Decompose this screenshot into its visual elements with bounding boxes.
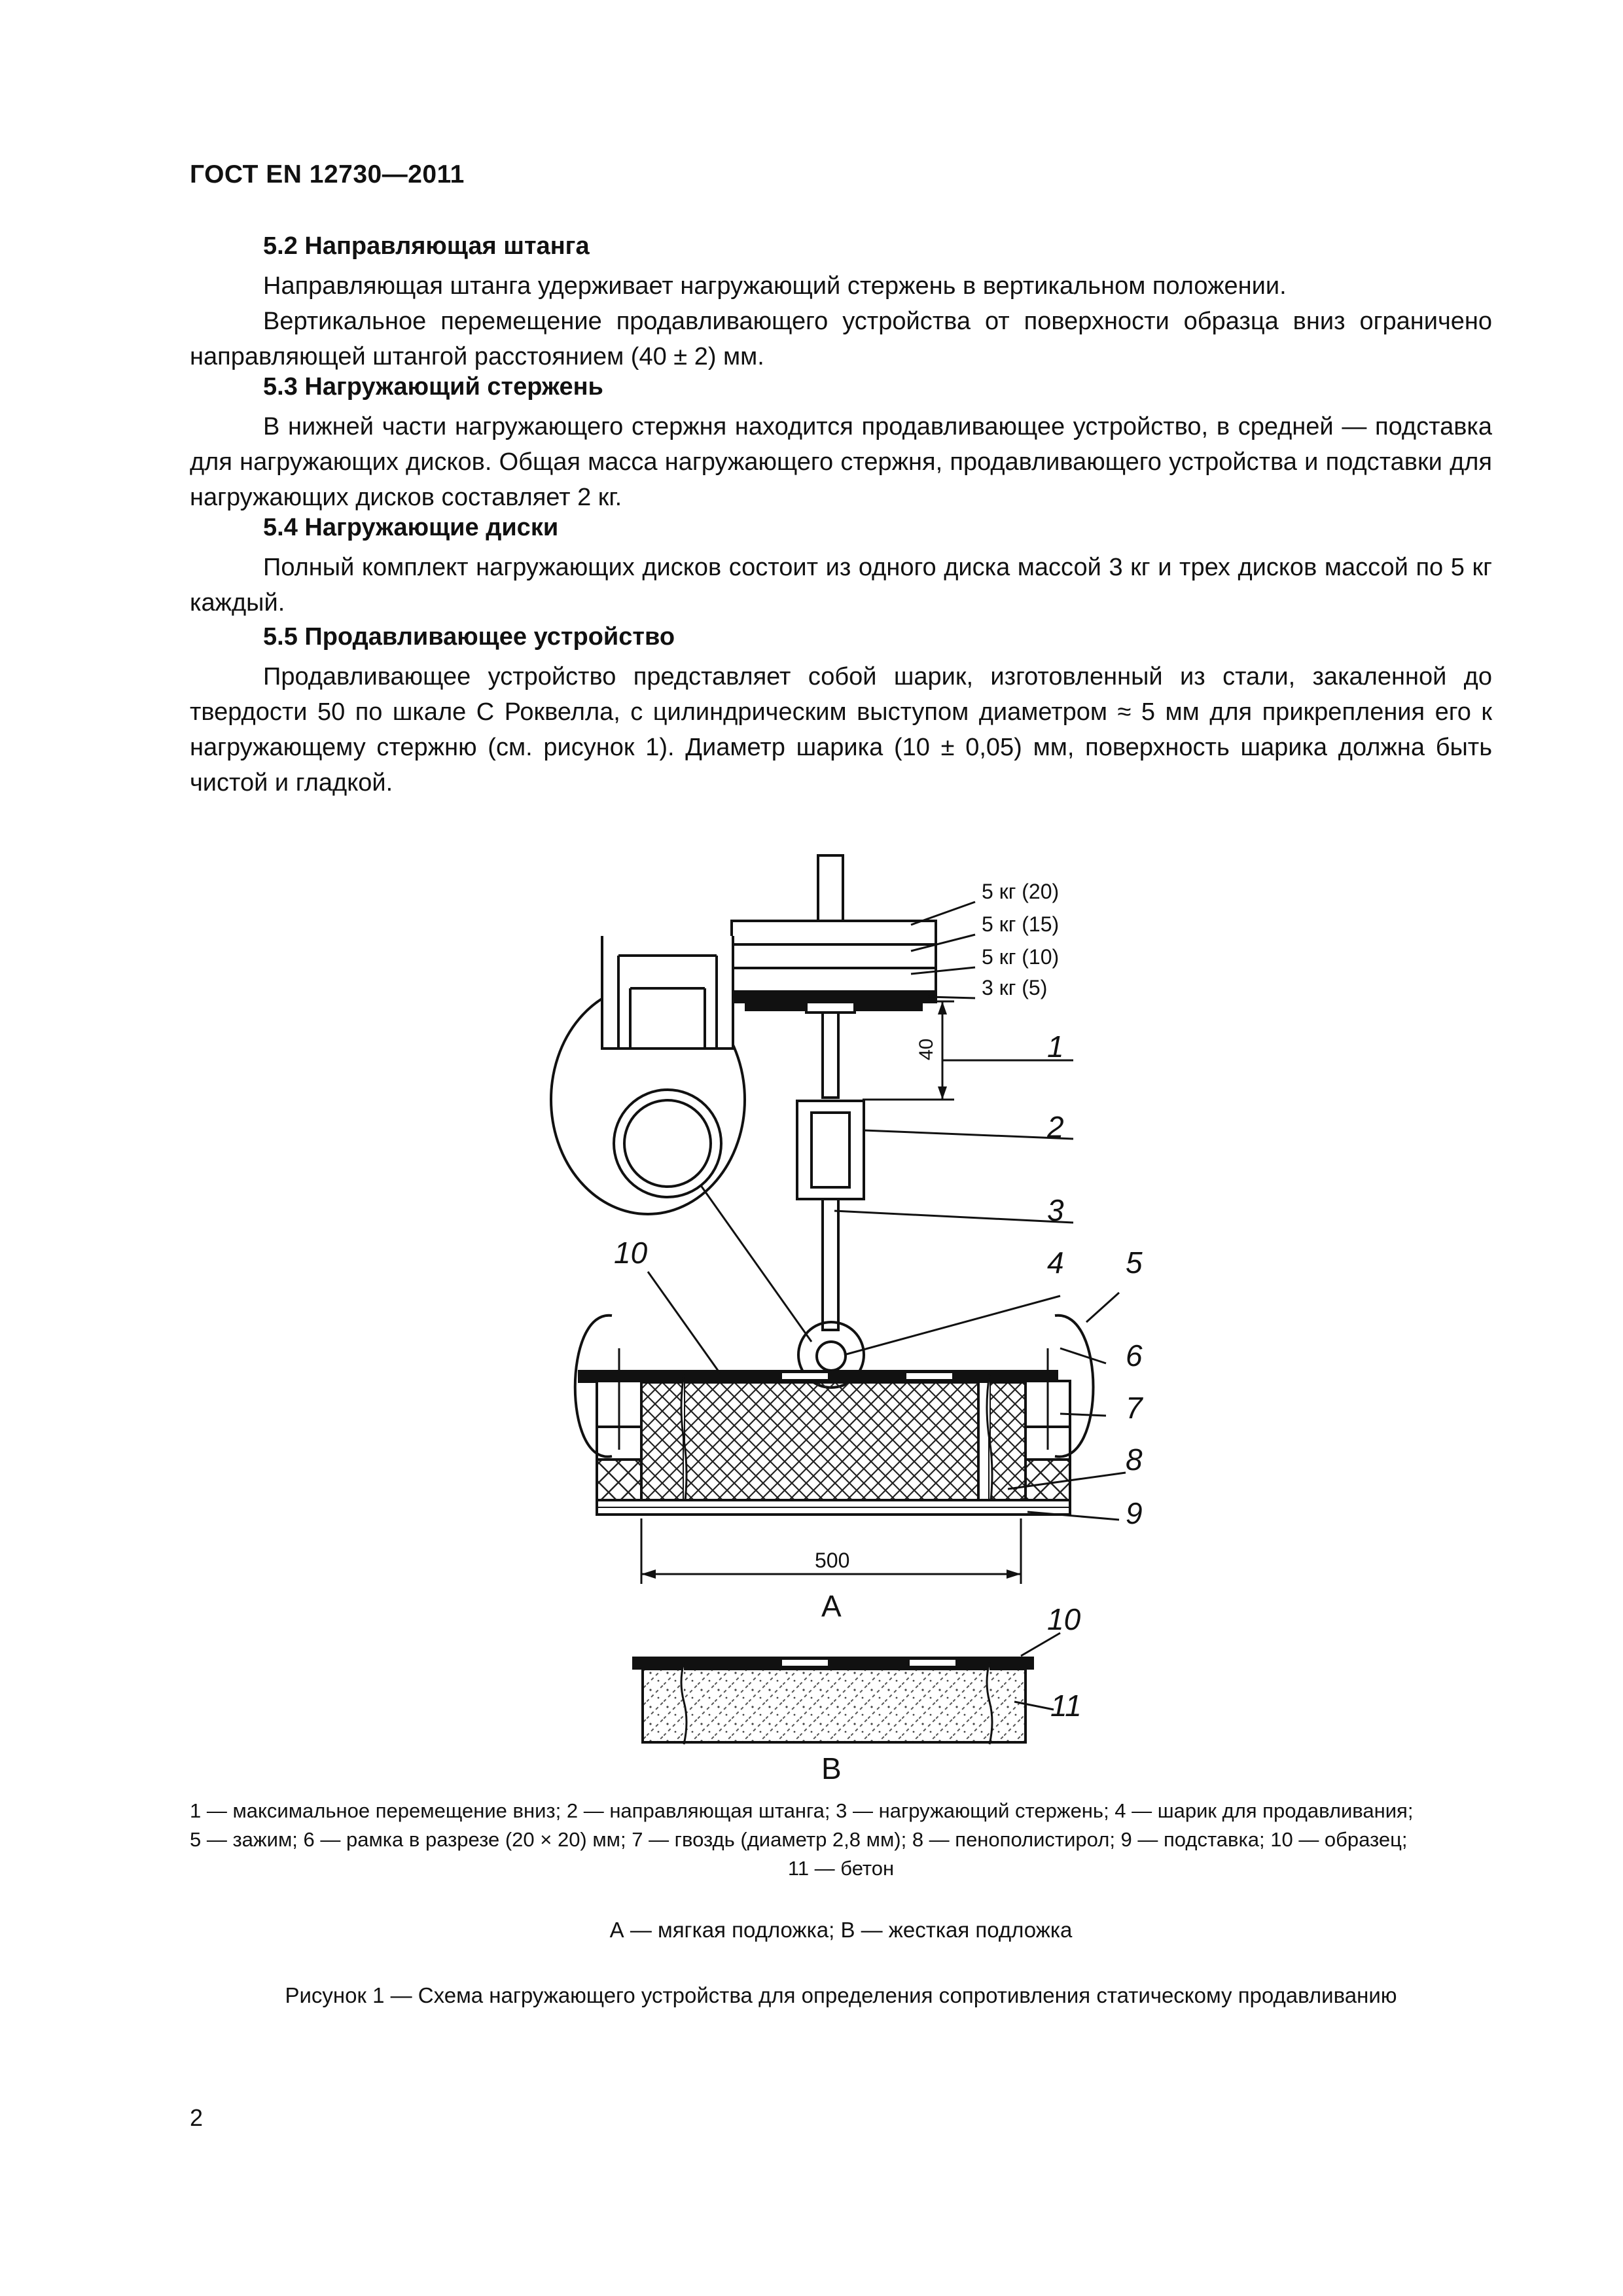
leader-5 (1086, 1293, 1119, 1322)
figure-variants-note: А — мягкая подложка; В — жесткая подложка (609, 1918, 1073, 1942)
legend-line: 11 — бетон (787, 1857, 895, 1880)
figure-caption: Рисунок 1 — Схема нагружающего устройства для определения сопротивления статическому продавливанию (285, 1983, 1397, 2007)
callout-8: 8 (1126, 1443, 1143, 1477)
callout-2: 2 (1047, 1110, 1064, 1144)
specimen-layer-b (633, 1658, 1033, 1668)
disk-3kg (732, 992, 936, 1002)
callout-11: 11 (1050, 1689, 1082, 1723)
callout-4: 4 (1047, 1246, 1064, 1280)
leader-10 (648, 1272, 720, 1373)
paragraph: Продавливающее устройство представляет собой шарик, изготовленный из стали, закаленной до твердости 50 по шкале С Роквелла, с цилиндрическим выступом диаметром ≈ 5 мм для прикрепления его к нагружающему стержню (см. рисунок 1). Диаметр шарика (10 ± 0,05) мм, поверхность шарика должна быть чистой и гладкой. (190, 663, 1492, 797)
frame-right-bottom (1026, 1460, 1070, 1500)
loading-rod-top (818, 855, 843, 921)
specimen-gap (906, 1373, 952, 1379)
polystyrene-foam-side (990, 1382, 1026, 1500)
concrete-block (643, 1669, 1026, 1742)
callout-10: 10 (614, 1236, 648, 1270)
section-title-5-5: 5.5 Продавливающее устройство (263, 623, 675, 651)
loading-disks (732, 921, 936, 992)
disk-label-10: 5 кг (10) (982, 945, 1060, 969)
document-header: ГОСТ EN 12730—2011 (190, 160, 465, 188)
paragraph: Направляющая штанга удерживает нагружающий стержень в вертикальном положении. (263, 272, 1287, 300)
figure-legend (190, 1797, 1492, 1883)
leader-4 (844, 1296, 1060, 1355)
leader-2 (864, 1130, 1073, 1139)
paragraph: В нижней части нагружающего стержня находится продавливающее устройство, в средней — подставка для нагружающих дисков. Общая масса нагружающего стержня, продавливающего устройства и подставки для нагружающих дисков составляет 2 кг. (190, 413, 1492, 511)
disk-label-15: 5 кг (15) (982, 912, 1060, 936)
guide-rod-inner (812, 1113, 849, 1187)
leader-disk (928, 997, 975, 998)
legend-line: 1 — максимальное перемещение вниз; 2 — направляющая штанга; 3 — нагружающий стержень; 4 — шарик для продавливания; (190, 1799, 1414, 1822)
section-title-5-3: 5.3 Нагружающий стержень (263, 373, 603, 401)
detail-ball-inner (624, 1100, 711, 1187)
callout-1: 1 (1047, 1030, 1064, 1064)
loading-rod-lower (823, 1199, 838, 1330)
specimen-gap (782, 1660, 828, 1666)
specimen-gap (910, 1660, 955, 1666)
penetration-ball (817, 1342, 846, 1371)
variant-a-label: A (821, 1589, 842, 1623)
paragraph: Вертикальное перемещение продавливающего устройства от поверхности образца вниз ограничено направляющей штангой расстоянием (40 ± 2) мм. (190, 308, 1492, 370)
leader-10b (1021, 1633, 1060, 1656)
detail-leader (700, 1185, 812, 1342)
variant-b-label: B (821, 1751, 842, 1785)
detail-clamp-outer (602, 936, 733, 1049)
polystyrene-foam (684, 1382, 978, 1500)
legend-line: 5 — зажим; 6 — рамка в разрезе (20 × 20) мм; 7 — гвоздь (диаметр 2,8 мм); 8 — пенополистирол; 9 — подставка; 10 — образец; (190, 1828, 1408, 1851)
disk-label-5: 3 кг (5) (982, 976, 1048, 999)
disk-support-center (806, 1002, 855, 1013)
callout-3: 3 (1047, 1193, 1064, 1227)
polystyrene-foam-side (641, 1382, 684, 1500)
dimension-40-label: 40 (916, 1038, 937, 1060)
loading-rod (823, 1013, 838, 1098)
paragraph: Полный комплект нагружающих дисков состоит из одного диска массой 3 кг и трех дисков массой по 5 кг каждый. (190, 554, 1492, 617)
frame-left-bottom (597, 1460, 641, 1500)
leader-6 (1060, 1348, 1106, 1363)
callout-6: 6 (1126, 1338, 1143, 1372)
page-number: 2 (190, 2104, 204, 2131)
disk-label-20: 5 кг (20) (982, 880, 1060, 903)
leader-disk (911, 902, 975, 925)
specimen-gap (782, 1373, 828, 1379)
leader-3 (834, 1211, 1073, 1223)
section-title-5-4: 5.4 Нагружающие диски (263, 514, 559, 541)
section-title-5-2: 5.2 Направляющая штанга (263, 232, 590, 260)
callout-10-b: 10 (1047, 1602, 1081, 1636)
callout-5: 5 (1126, 1246, 1143, 1280)
callout-7: 7 (1126, 1391, 1143, 1425)
callout-9: 9 (1126, 1496, 1143, 1530)
dimension-500-label: 500 (815, 1549, 850, 1572)
